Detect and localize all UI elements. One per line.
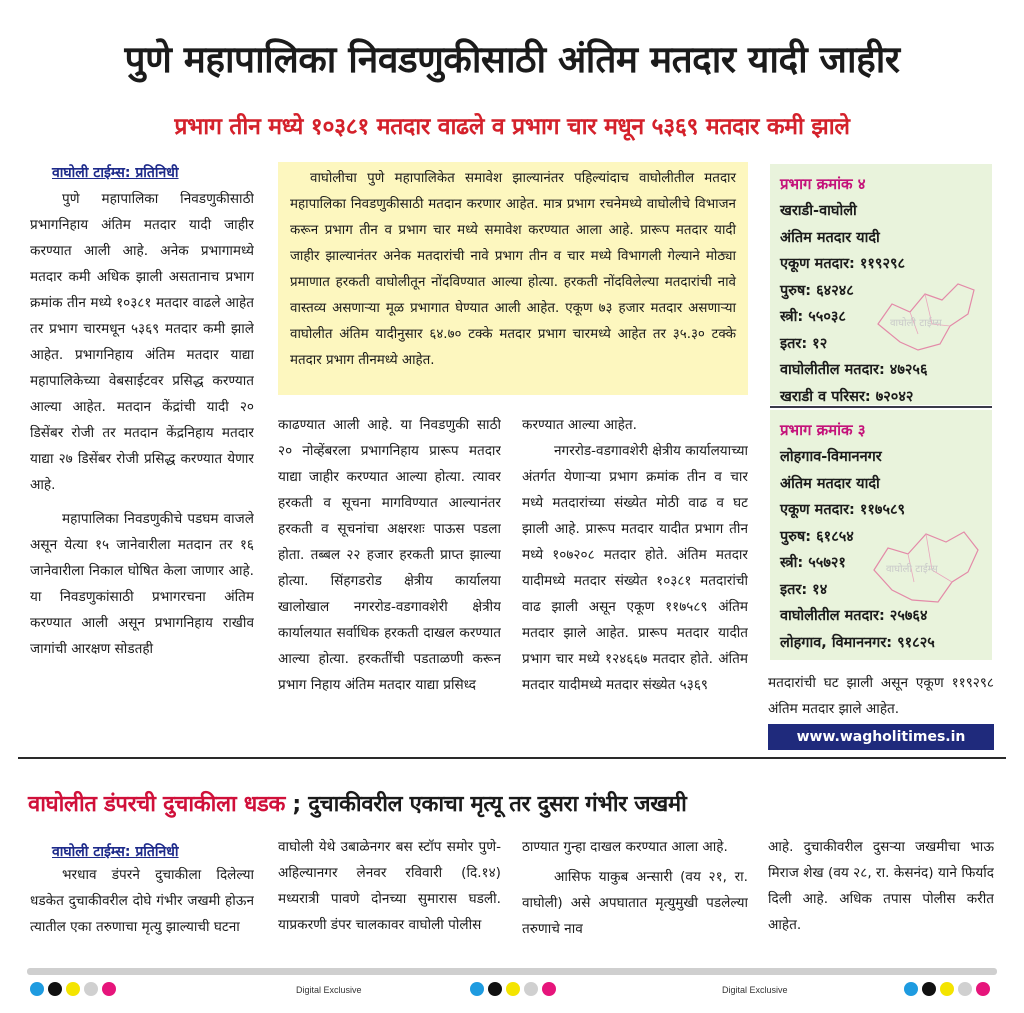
page-subheadline: प्रभाग तीन मध्ये १०३८१ मतदार वाढले व प्रभाग चार मधून ५३६९ मतदार कमी झाले (174, 114, 850, 140)
color-dot (524, 982, 538, 996)
story2-col2-text: वाघोली येथे उबाळेनगर बस स्टॉप समोर पुणे-अहिल्यानगर लेनवर रविवारी (दि.१४) मध्यरात्री पावणे दोनच्या सुमारास घडली. याप्रकरणी डंपर चालकावर वाघोली पोलीस (278, 839, 501, 933)
ward3-female-voters: स्त्री: ५५७२१ (780, 555, 846, 571)
story2-headline-black: ; दुचाकीवरील एकाचा मृत्यू तर दुसरा गंभीर जखमी (285, 792, 687, 817)
svg-text:वाघोली टाईम्स: वाघोली टाईम्स (886, 564, 938, 575)
ward-box-separator (770, 406, 992, 408)
story1-highlight-box (278, 162, 748, 395)
color-dot (66, 982, 80, 996)
color-dot (506, 982, 520, 996)
story1-highlight-text: वाघोलीचा पुणे महापालिकेत समावेश झाल्यानंतर पहिल्यांदाच वाघोलीतील मतदार महापालिका निवडणुकीसाठी मतदान करणार आहेत. मात्र प्रभाग रचनेमध्ये वाघोलीचे विभाजन करून प्रभाग तीन व प्रभाग चार मध्ये समावेश करण्यात आला आहे. प्रारूप मतदार यादी जाहीर झाल्यानंतर अनेक मतदारांची नावे प्रभाग तीन व चार मध्ये विभागली गेल्याने मोठ्या प्रमाणात हरकती वाघोलीतून नोंदविण्यात आल्या होत्या. हरकती नोंदविलेल्या मतदारांची नावे वास्तव्य असणाऱ्या मूळ प्रभागात घेण्यात आली आहेत. एकूण ७३ हजार मतदार असणाऱ्या वाघोलीत अंतिम यादीनुसार ६४.७० टक्के मतदार प्रभाग चारमध्ये आहेत तर ३५.३० टक्के मतदार प्रभाग तीनमध्ये आहेत. (290, 171, 736, 368)
story1-byline: वाघोली टाईम्स: प्रतिनिधी (52, 165, 179, 181)
footer-bar (27, 968, 997, 975)
ward3-male-voters: पुरुष: ६१८५४ (780, 528, 854, 545)
ward3-other-voters: इतर: १४ (780, 581, 828, 598)
color-dot (542, 982, 556, 996)
story2-column-4 (768, 834, 994, 968)
svg-text:वाघोली टाईम्स: वाघोली टाईम्स (890, 318, 942, 329)
story2-col3-para2: आसिफ याकुब अन्सारी (वय २१, रा. वाघोली) असे अपघातात मृत्युमुखी पडलेल्या तरुणाचे नाव (522, 869, 748, 937)
ward4-title: प्रभाग क्रमांक ४ (780, 175, 866, 193)
color-registration-dots-left (30, 982, 116, 996)
story2-col4-text: आहे. दुचाकीवरील दुसऱ्या जखमीचा भाऊ मिराज शेख (वय २८, रा. केसनंद) याने फिर्याद दिली आहे. अधिक तपास पोलीस करीत आहेत. (768, 839, 994, 933)
story2-col1-text: भरधाव डंपरने दुचाकीला दिलेल्या धडकेत दुचाकीवरील दोघे गंभीर जखमी होऊन त्यातील एका तरुणाचा मृत्यु झाल्याची घटना (30, 867, 254, 935)
story2-col3-para1: ठाण्यात गुन्हा दाखल करण्यात आला आहे. (522, 839, 728, 855)
story1-col4-text: मतदारांची घट झाली असून एकूण ११९२९८ अंतिम मतदार झाले आहेत. (768, 675, 994, 717)
story1-col3-para1: करण्यात आल्या आहेत. (522, 417, 637, 433)
color-dot (922, 982, 936, 996)
ward3-lohgaon-voters: लोहगाव, विमाननगर: ९१८२५ (780, 634, 935, 651)
ward3-line: अंतिम मतदार यादी (780, 475, 880, 492)
story2-byline: वाघोली टाईम्स: प्रतिनिधी (52, 844, 179, 860)
ward4-other-voters: इतर: १२ (780, 335, 828, 352)
website-link[interactable]: www.wagholitimes.in (768, 724, 994, 750)
color-dot (940, 982, 954, 996)
color-registration-dots-center (470, 982, 556, 996)
ward4-female-voters: स्त्री: ५५०३८ (780, 309, 846, 325)
story2-headline (28, 788, 687, 822)
ward4-total-voters: एकूण मतदार: ११९२९८ (780, 256, 906, 272)
story1-column-1 (30, 186, 254, 754)
ward3-total-voters: एकूण मतदार: ११७५८९ (780, 502, 906, 518)
ward4-line: खराडी-वाघोली (780, 203, 857, 219)
color-dot (976, 982, 990, 996)
story1-col3-para2: नगररोड-वडगावशेरी क्षेत्रीय कार्यालयाच्या अंतर्गत येणाऱ्या प्रभाग क्रमांक तीन व चार मध्ये मतदारांच्या संख्येत मोठी वाढ व घट झाली आहे. प्रारूप मतदार यादीत प्रभाग तीन मध्ये १०७२०८ मतदार होते. अंतिम मतदार यादीमध्ये मतदार संख्येत १०३८१ मतदारांची वाढ झाली असून एकूण ११७५८९ अंतिम मतदार झाले आहेत. प्रारूप मतदार यादीत प्रभाग चार मध्ये १२४६६७ मतदार होते. अंतिम मतदार यादीमध्ये मतदार संख्येत ५३६९ (522, 443, 748, 693)
ward4-kharadi-voters: खराडी व परिसर: ७२०४२ (780, 388, 914, 405)
story1-col1-para1: पुणे महापालिका निवडणुकीसाठी प्रभागनिहाय अंतिम मतदार यादी जाहीर करण्यात आली आहे. अनेक प्रभागामध्ये मतदार कमी अधिक झाली असतानाच प्रभाग क्रमांक तीन मध्ये १०३८१ मतदार वाढले आहेत तर प्रभाग चारमधून ५३६९ मतदार कमी झाले आहेत. प्रभागनिहाय अंतिम मतदार याद्या महापालिकेच्या वेबसाईटवर प्रसिद्ध करण्यात आल्या आहेत. मतदान केंद्रांची यादी २० डिसेंबर रोजी तर मतदान केंद्रनिहाय मतदार याद्या २७ डिसेंबर रोजी प्रसिद्ध करण्यात येणार आहे. (30, 191, 254, 493)
ward4-stats-box (770, 164, 992, 405)
story1-col2-text: काढण्यात आली आहे. या निवडणुकी साठी २० नोव्हेंबरला प्रभागनिहाय प्रारूप मतदार याद्या जाहीर करण्यात आल्या होत्या. त्यावर हरकती व सूचना मागविण्यात आल्यानंतर हरकती व सूचनांचा अक्षरशः पाऊस पडला होता. तब्बल २२ हजार हरकती प्राप्त झाल्या होत्या. सिंहगडरोड क्षेत्रीय कार्यालया खालोखाल नगररोड-वडगावशेरी क्षेत्रीय कार्यालयात सर्वाधिक हरकती दाखल करण्यात आल्या होत्या. हरकतींची पडताळणी करून प्रभाग निहाय अंतिम मतदार याद्या प्रसिध्द (278, 417, 501, 693)
story2-column-1 (30, 862, 254, 968)
ward3-map-image (868, 520, 984, 610)
color-dot (958, 982, 972, 996)
color-dot (48, 982, 62, 996)
ward4-line: अंतिम मतदार यादी (780, 229, 880, 246)
digital-exclusive-label: Digital Exclusive (722, 985, 788, 995)
digital-exclusive-label: Digital Exclusive (296, 985, 362, 995)
ward3-line: लोहगाव-विमाननगर (780, 449, 882, 465)
ward4-map-image (870, 264, 982, 359)
story1-col1-para2: महापालिका निवडणुकीचे पडघम वाजले असून येत्या १५ जानेवारीला मतदान तर १६ जानेवारीला निकाल घोषित केला जाणार आहे. या निवडणुकांसाठी प्रभागरचना अंतिम करण्यात आली असून प्रभागनिहाय राखीव जागांची आरक्षण सोडतही (30, 511, 254, 657)
color-dot (488, 982, 502, 996)
color-dot (470, 982, 484, 996)
ward3-title: प्रभाग क्रमांक ३ (780, 421, 866, 439)
color-dot (84, 982, 98, 996)
ward3-wagholi-voters: वाघोलीतील मतदार: २५७६४ (780, 608, 928, 624)
section-divider (18, 757, 1006, 759)
color-dot (30, 982, 44, 996)
story1-column-4 (768, 670, 994, 722)
story2-headline-red: वाघोलीत डंपरची दुचाकीला धडक (28, 792, 286, 817)
page-headline: पुणे महापालिका निवडणुकीसाठी अंतिम मतदार यादी जाहीर (124, 38, 900, 81)
color-registration-dots-right (904, 982, 990, 996)
story1-column-3 (522, 412, 748, 754)
ward4-wagholi-voters: वाघोलीतील मतदार: ४७२५६ (780, 362, 928, 378)
color-dot (102, 982, 116, 996)
color-dot (904, 982, 918, 996)
story1-column-2 (278, 412, 501, 754)
story2-column-2 (278, 834, 501, 968)
ward4-male-voters: पुरुष: ६४२४८ (780, 282, 854, 299)
story2-column-3 (522, 834, 748, 968)
ward3-stats-box (770, 410, 992, 660)
